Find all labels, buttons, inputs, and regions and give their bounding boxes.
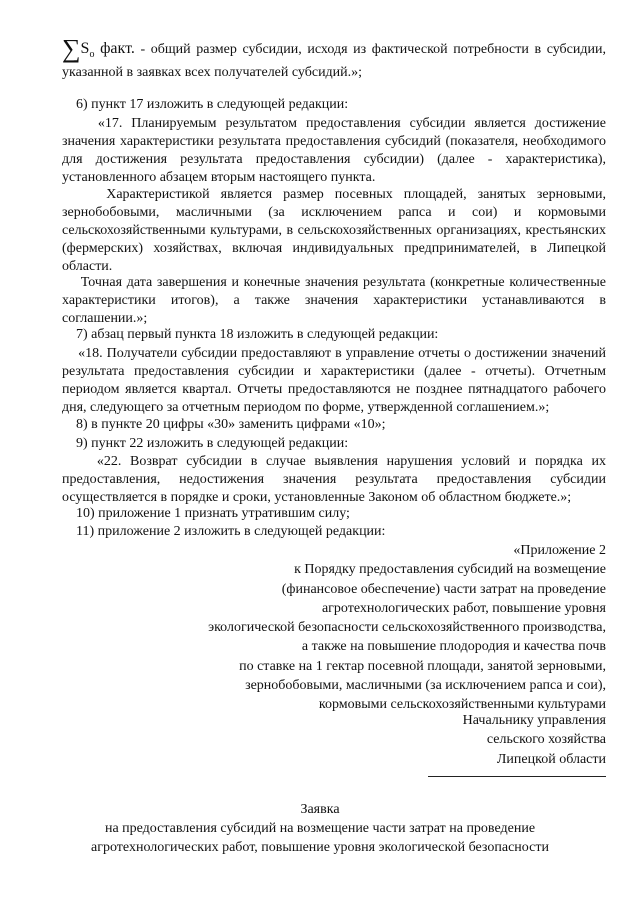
appendix-line: зернобобовыми, масличными (за исключением рапса и сои),: [245, 678, 606, 694]
sum-symbol: ∑: [62, 34, 81, 63]
paragraph-characteristic: Характеристикой является размер посевных площадей, занятых зерновыми, зернобобовыми, масличными (за исключением рапса и сои) и кормовыми сельскохозяйственными культурами, в сельскохозяйственных организациях, крестьянских (фермерских) хозяйствах, включая индивидуальных предпринимателей, в Липецкой области.: [62, 187, 607, 274]
appendix-line: (финансовое обеспечение) части затрат на проведение: [281, 581, 606, 597]
zayavka-subtitle-line: агротехнологических работ, повышение уровня экологической безопасности: [91, 840, 549, 855]
sum-formula-paragraph: [62, 34, 606, 82]
zayavka-title: Заявка: [300, 802, 340, 817]
appendix-line: а также на повышение плодородия и качества почв: [301, 639, 606, 655]
appendix-header: [208, 541, 606, 715]
paragraph-17: «17. Планируемым результатом предоставления субсидии является достижение значения характеристики результата предоставления субсидий (показателя, необходимого для достижения результата предоставления субсидии) (далее - характеристика), установленного абзацем вторым настоящего пункта.: [62, 116, 606, 185]
paragraph-22: «22. Возврат субсидии в случае выявления нарушения условий и порядка их предоставления, недостижения значения результата предоставления субсидии осуществляется в порядке и сроки, установленные Законом об областном бюджете.»;: [62, 454, 607, 505]
zayavka-subtitle-line: на предоставления субсидий на возмещение части затрат на проведение: [104, 821, 536, 836]
appendix-line: экологической безопасности сельскохозяйственного производства,: [208, 620, 606, 636]
addressee-line: сельского хозяйства: [486, 732, 606, 748]
appendix-line: к Порядку предоставления субсидий на возмещение: [294, 562, 606, 578]
item-11: 11) приложение 2 изложить в следующей редакции:: [76, 524, 386, 539]
item-8: 8) в пункте 20 цифры «30» заменить цифрами «10»;: [76, 417, 386, 432]
sum-text: - общий размер субсидии, исходя из фактической потребности в субсидии, указанной в заявках всех получателей субсидий.»;: [62, 42, 606, 80]
sum-fakt: факт.: [100, 40, 135, 57]
item-9: 9) пункт 22 изложить в следующей редакции:: [76, 436, 349, 451]
addressee-line: Начальнику управления: [462, 713, 606, 728]
sum-subscript: о: [89, 48, 95, 60]
item-7: 7) абзац первый пункта 18 изложить в следующей редакции:: [76, 327, 439, 342]
addressee-block: [463, 711, 606, 769]
paragraph-18: «18. Получатели субсидии предоставляют в управление отчеты о достижении значений результата предоставления субсидии и характеристики (далее - отчеты). Отчетным периодом является квартал. Отчеты предоставляются не позднее пятнадцатого рабочего дня, следующего за отчетным периодом по форме, утвержденной соглашением.»;: [62, 346, 606, 415]
appendix-line: кормовыми сельскохозяйственными культурами: [318, 697, 606, 713]
item-10: 10) приложение 1 признать утратившим силу;: [76, 506, 350, 521]
signature-rule: [428, 776, 606, 777]
paragraph-date: Точная дата завершения и конечные значения результата (конкретные количественные характеристики итогов), а также значения характеристики устанавливаются в соглашении.»;: [62, 275, 606, 326]
appendix-line: по ставке на 1 гектар посевной площади, занятой зерновыми,: [239, 658, 606, 674]
sum-s: S: [80, 40, 90, 57]
appendix-line: агротехнологических работ, повышение уровня: [321, 600, 606, 616]
addressee-line: Липецкой области: [496, 751, 606, 767]
item-6: 6) пункт 17 изложить в следующей редакции:: [76, 97, 349, 112]
appendix-line: «Приложение 2: [513, 543, 606, 558]
